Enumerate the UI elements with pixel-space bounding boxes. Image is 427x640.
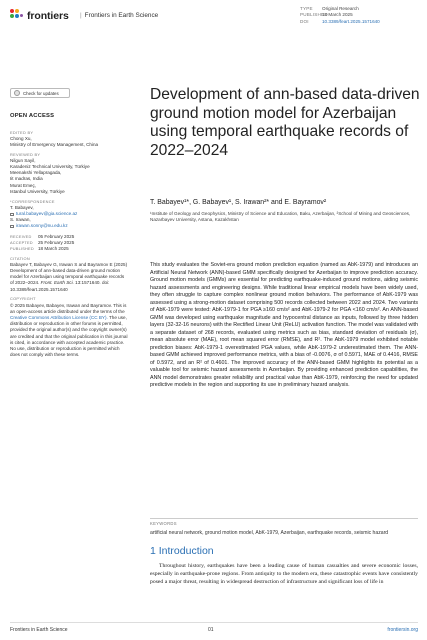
email-link-2[interactable]: irawan.sonny@nu.edu.kz: [16, 223, 68, 229]
article-info-sidebar: EDITED BY Chong Xu, Ministry of Emergency Management, China REVIEWED BY Nilgun Sayil, Karadeniz Technical University, Türkiye Meenakshi Yellapragada, Iit madras, India Murat Emeç, Istanbul University, Türkiye *CORRESPONDENCE T. Babayev, tural.babayev@gia.science.az S. Irawan, irawan.sonny@nu.edu.kz RECEIVED 05 February 2025 ACCEPTED 25 February 2025 PUBLISHED 18 March 2025 CITATION Babayev T, Babayev G, Irawan S and Bayramov E (2025) Development of ann-based data-driven ground motion model for Azerbaijan using temporal earthquake records of 2022–2024. Front. Earth Sci. 13:1571640. doi: 10.3389/feart.2025.1571640 COPYRIGHT © 2025 Babayev, Babayev, Irawan and Bayramov. This is an open-access article distributed under the terms of the Creative Commons Attribution License (CC BY). The use, distribution or reproduction in other forums is permitted, provided the original author(s) and the copyright owner(s) are credited and that the original publication in this journal is cited, in accordance with accepted academic practice. No use, distribution or reproduction is permitted which does not comply with these terms.: [10, 129, 128, 358]
page-number: 01: [208, 627, 214, 633]
frontiers-logo-icon: [10, 9, 24, 23]
meta-published: PUBLISHED18 March 2025: [300, 12, 353, 18]
article-title: Development of ann-based data-driven ground motion model for Azerbaijan using temporal earthquake records of 2022–2024: [150, 86, 420, 159]
reviewed-by-label: REVIEWED BY: [10, 151, 41, 157]
correspondence-label: *CORRESPONDENCE: [10, 198, 55, 204]
citation-text: Babayev T, Babayev G, Irawan S and Bayramov E (2025) Development of ann-based data-driven ground motion model for Azerbaijan using temporal earthquake records of 2022–2024. Front. Earth Sci. 13:1571640. doi: 10.3389/feart.2025.1571640: [10, 261, 128, 292]
section-heading-introduction: 1 Introduction: [150, 545, 214, 557]
journal-title: Earth Science: [118, 12, 159, 19]
brand-name: frontiers: [27, 10, 69, 22]
edited-by-label: EDITED BY: [10, 129, 34, 135]
copyright-text: © 2025 Babayev, Babayev, Irawan and Bayramov. This is an open-access article distributed under the terms of the Creative Commons Attribution License (CC BY). The use, distribution or reproduction in other forums is permitted, provided the original author(s) and the copyright owner(s) are credited and that the original publication in this journal is cited, in accordance with accepted academic practice. No use, distribution or reproduction is permitted which does not comply with these terms.: [10, 302, 128, 358]
email-icon: [10, 213, 14, 216]
divider: [150, 518, 418, 519]
check-updates-icon: [14, 90, 20, 96]
journal-name: | Frontiers in Earth Science: [80, 12, 159, 19]
journal-logo[interactable]: [10, 9, 69, 23]
meta-type: TYPE Original Research: [300, 6, 359, 11]
author-list[interactable]: T. Babayev¹*, G. Babayev¹, S. Irawan²* and E. Bayramov²: [150, 199, 327, 206]
keywords: artificial neural network, ground motion model, AbK-1979, Azerbaijan, earthquake records, seismic hazard: [150, 530, 389, 536]
article-meta: [300, 6, 380, 25]
footer-site-link[interactable]: frontiersin.org: [387, 627, 418, 633]
article-dates: RECEIVED 05 February 2025 ACCEPTED 25 February 2025 PUBLISHED 18 March 2025: [10, 233, 75, 251]
email-link-1[interactable]: tural.babayev@gia.science.az: [16, 210, 78, 216]
keywords-label: KEYWORDS: [150, 521, 177, 526]
footer-divider: [10, 622, 418, 623]
email-icon: [10, 225, 14, 228]
meta-doi: DOI 10.3389/feart.2025.1571640: [300, 18, 380, 24]
open-access-label: OPEN ACCESS: [10, 113, 55, 119]
affiliations: ¹Institute of Geology and Geophysics, Ministry of Science and Education, Baku, Azerbaijan, ²School of Mining and Geosciences, Nazarbayev University, Astana, Kazakhstan: [150, 211, 411, 223]
check-updates-button[interactable]: Check for updates: [10, 88, 70, 98]
citation-label: CITATION: [10, 255, 30, 261]
introduction-paragraph: Throughout history, earthquakes have been a leading cause of human casualties and severe economic losses, especially in earthquake-prone regions. From antiquity to the modern era, these catastrophic events have consistently posed a major threat, resulting in widespread destruction of infrastructure and significant loss of life in: [150, 563, 418, 585]
abstract: This study evaluates the Soviet-era ground motion prediction equation (named as AbK-1979) and introduces an Artificial Neural Network (ANN)-based GMM specifically designed for Azerbaijan to improve prediction accuracy. Ground motion models (GMMs) are essential for predicting earthquake-induced ground motions, aiding seismic hazard assessments and engineering designs. While traditional linear empirical models have been widely used, they often struggle to capture complex nonlinear ground motion behaviors. The performance of AbK-1979 was assessed using a strong-motion dataset comprising 500 records collected between 2022 and 2024. Two variants of AbK-1979 were tested: AbK-1979-1 for PGA ≥160 cm/s² and AbK-1979-2 for PGA <160 cm/s². An ANN-based GMM was developed using earthquake magnitude and hypocentral distance as inputs, followed by three hidden layers (32-32-16 neurons) with the Rectified Linear Unit (ReLU) activation function. The model was validated with a separate dataset of 268 records, evaluated using metrics such as bias, standard deviation of residuals (σ), mean absolute error (MAE), root mean squared error (RMSE), and R². The AbK-1979 model exhibited notable prediction biases: AbK-1979-1 overestimated PGA values, while AbK-1979-2 underestimated them. The ANN-based GMM achieved improved performance metrics, with a bias of -0.0076, σ of 0.5971, MAE of 0.4416, RMSE of 0.5972, and an R² of 0.4601. The improved accuracy of the ANN-based GMM highlights its potential as a valuable tool for seismic hazard assessments in Azerbaijan. By providing enhanced prediction capabilities, the ANN model demonstrates greater reliability and practical value than AbK-1979, reinforcing the need for updated predictive models in the region and supporting its use in preliminary hazard analysis.: [150, 262, 418, 388]
cc-license-link[interactable]: Creative Commons Attribution License (CC BY).: [10, 314, 108, 320]
copyright-label: COPYRIGHT: [10, 296, 36, 302]
footer-journal: Frontiers in Earth Science: [10, 627, 68, 633]
